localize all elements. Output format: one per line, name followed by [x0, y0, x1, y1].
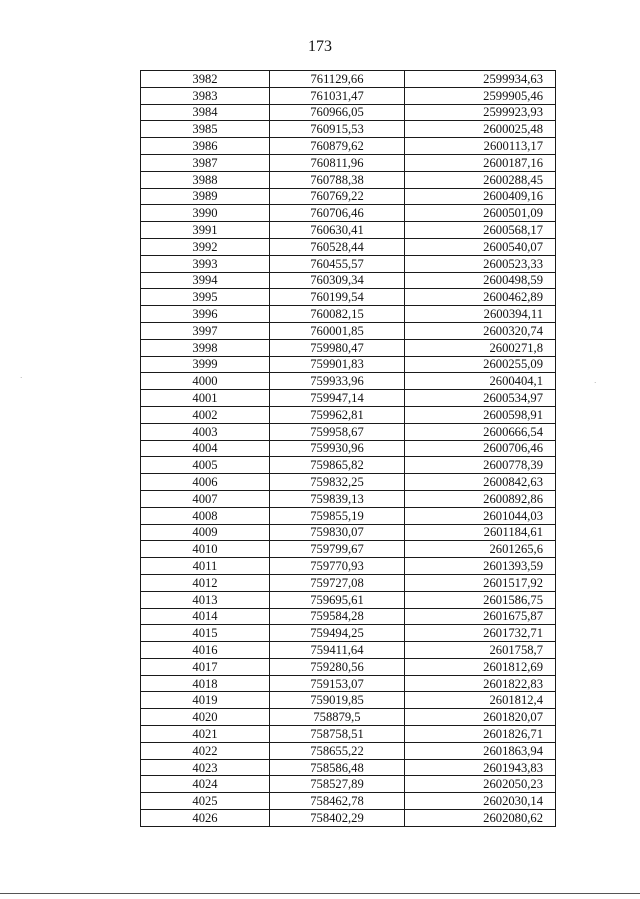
- x-coordinate-cell: 760879,62: [270, 138, 405, 155]
- table-row: [141, 390, 556, 407]
- y-coordinate-cell: 2600498,59: [405, 272, 556, 289]
- point-number-cell: 4002: [141, 406, 270, 423]
- point-number-cell: 3983: [141, 87, 270, 104]
- x-coordinate-cell: 759019,85: [270, 692, 405, 709]
- table-row: [141, 188, 556, 205]
- y-coordinate-cell: 2601863,94: [405, 742, 556, 759]
- x-coordinate-cell: 759933,96: [270, 373, 405, 390]
- point-number-cell: 4023: [141, 759, 270, 776]
- point-number-cell: 3995: [141, 289, 270, 306]
- table-row: [141, 71, 556, 88]
- y-coordinate-cell: 2600462,89: [405, 289, 556, 306]
- y-coordinate-cell: 2601820,07: [405, 709, 556, 726]
- x-coordinate-cell: 759153,07: [270, 675, 405, 692]
- y-coordinate-cell: 2600409,16: [405, 188, 556, 205]
- x-coordinate-cell: 760630,41: [270, 222, 405, 239]
- point-number-cell: 4019: [141, 692, 270, 709]
- x-coordinate-cell: 760528,44: [270, 238, 405, 255]
- x-coordinate-cell: 758462,78: [270, 793, 405, 810]
- point-number-cell: 3982: [141, 71, 270, 88]
- y-coordinate-cell: 2601393,59: [405, 558, 556, 575]
- y-coordinate-cell: 2600394,11: [405, 306, 556, 323]
- table-row: [141, 373, 556, 390]
- x-coordinate-cell: 758758,51: [270, 726, 405, 743]
- y-coordinate-cell: 2600187,16: [405, 154, 556, 171]
- y-coordinate-cell: 2600540,07: [405, 238, 556, 255]
- point-number-cell: 4005: [141, 457, 270, 474]
- x-coordinate-cell: 758527,89: [270, 776, 405, 793]
- y-coordinate-cell: 2600523,33: [405, 255, 556, 272]
- table-row: [141, 154, 556, 171]
- table-row: [141, 306, 556, 323]
- table-row: [141, 793, 556, 810]
- x-coordinate-cell: 760455,57: [270, 255, 405, 272]
- table-row: [141, 171, 556, 188]
- table-row: [141, 776, 556, 793]
- y-coordinate-cell: 2600666,54: [405, 423, 556, 440]
- table-row: [141, 474, 556, 491]
- x-coordinate-cell: 759695,61: [270, 591, 405, 608]
- x-coordinate-cell: 758655,22: [270, 742, 405, 759]
- point-number-cell: 3986: [141, 138, 270, 155]
- x-coordinate-cell: 760966,05: [270, 104, 405, 121]
- x-coordinate-cell: 760082,15: [270, 306, 405, 323]
- x-coordinate-cell: 760811,96: [270, 154, 405, 171]
- point-number-cell: 3992: [141, 238, 270, 255]
- y-coordinate-cell: 2601517,92: [405, 574, 556, 591]
- x-coordinate-cell: 759411,64: [270, 642, 405, 659]
- point-number-cell: 3994: [141, 272, 270, 289]
- point-number-cell: 4014: [141, 608, 270, 625]
- point-number-cell: 3991: [141, 222, 270, 239]
- table-row: [141, 709, 556, 726]
- y-coordinate-cell: 2601822,83: [405, 675, 556, 692]
- coordinates-table-body: [141, 71, 556, 827]
- point-number-cell: 4010: [141, 541, 270, 558]
- y-coordinate-cell: 2599923,93: [405, 104, 556, 121]
- point-number-cell: 4006: [141, 474, 270, 491]
- table-row: [141, 675, 556, 692]
- point-number-cell: 4004: [141, 440, 270, 457]
- point-number-cell: 4017: [141, 658, 270, 675]
- table-row: [141, 322, 556, 339]
- table-row: [141, 591, 556, 608]
- y-coordinate-cell: 2602080,62: [405, 810, 556, 827]
- x-coordinate-cell: 760915,53: [270, 121, 405, 138]
- table-row: [141, 121, 556, 138]
- table-row: [141, 574, 556, 591]
- x-coordinate-cell: 760001,85: [270, 322, 405, 339]
- x-coordinate-cell: 760706,46: [270, 205, 405, 222]
- table-row: [141, 524, 556, 541]
- y-coordinate-cell: 2601812,69: [405, 658, 556, 675]
- table-row: [141, 759, 556, 776]
- x-coordinate-cell: 759962,81: [270, 406, 405, 423]
- y-coordinate-cell: 2601586,75: [405, 591, 556, 608]
- x-coordinate-cell: 761031,47: [270, 87, 405, 104]
- point-number-cell: 4013: [141, 591, 270, 608]
- point-number-cell: 4001: [141, 390, 270, 407]
- table-row: [141, 205, 556, 222]
- point-number-cell: 3985: [141, 121, 270, 138]
- table-row: [141, 406, 556, 423]
- scan-edge-line: [0, 893, 640, 894]
- coordinates-table: [140, 70, 556, 827]
- x-coordinate-cell: 759958,67: [270, 423, 405, 440]
- point-number-cell: 4008: [141, 507, 270, 524]
- x-coordinate-cell: 759494,25: [270, 625, 405, 642]
- y-coordinate-cell: 2600598,91: [405, 406, 556, 423]
- point-number-cell: 3984: [141, 104, 270, 121]
- point-number-cell: 4022: [141, 742, 270, 759]
- y-coordinate-cell: 2600271,8: [405, 339, 556, 356]
- point-number-cell: 4024: [141, 776, 270, 793]
- y-coordinate-cell: 2601758,7: [405, 642, 556, 659]
- x-coordinate-cell: 760788,38: [270, 171, 405, 188]
- y-coordinate-cell: 2601184,61: [405, 524, 556, 541]
- y-coordinate-cell: 2600568,17: [405, 222, 556, 239]
- x-coordinate-cell: 759855,19: [270, 507, 405, 524]
- table-row: [141, 222, 556, 239]
- table-row: [141, 104, 556, 121]
- point-number-cell: 4018: [141, 675, 270, 692]
- y-coordinate-cell: 2600288,45: [405, 171, 556, 188]
- x-coordinate-cell: 759799,67: [270, 541, 405, 558]
- x-coordinate-cell: 758402,29: [270, 810, 405, 827]
- point-number-cell: 3999: [141, 356, 270, 373]
- table-row: [141, 423, 556, 440]
- x-coordinate-cell: 758586,48: [270, 759, 405, 776]
- x-coordinate-cell: 759947,14: [270, 390, 405, 407]
- x-coordinate-cell: 759727,08: [270, 574, 405, 591]
- point-number-cell: 3997: [141, 322, 270, 339]
- table-row: [141, 490, 556, 507]
- table-row: [141, 457, 556, 474]
- point-number-cell: 3987: [141, 154, 270, 171]
- table-row: [141, 558, 556, 575]
- x-coordinate-cell: 759865,82: [270, 457, 405, 474]
- table-row: [141, 339, 556, 356]
- page-number: 173: [308, 38, 332, 55]
- table-row: [141, 608, 556, 625]
- y-coordinate-cell: 2601265,6: [405, 541, 556, 558]
- x-coordinate-cell: 759770,93: [270, 558, 405, 575]
- table-row: [141, 541, 556, 558]
- table-row: [141, 625, 556, 642]
- point-number-cell: 3996: [141, 306, 270, 323]
- scan-speck: ·: [594, 379, 597, 387]
- x-coordinate-cell: 759901,83: [270, 356, 405, 373]
- x-coordinate-cell: 761129,66: [270, 71, 405, 88]
- y-coordinate-cell: 2600892,86: [405, 490, 556, 507]
- table-row: [141, 726, 556, 743]
- y-coordinate-cell: 2601812,4: [405, 692, 556, 709]
- y-coordinate-cell: 2600501,09: [405, 205, 556, 222]
- table-row: [141, 440, 556, 457]
- y-coordinate-cell: 2600404,1: [405, 373, 556, 390]
- table-row: [141, 642, 556, 659]
- x-coordinate-cell: 759832,25: [270, 474, 405, 491]
- table-row: [141, 810, 556, 827]
- table-row: [141, 742, 556, 759]
- point-number-cell: 3988: [141, 171, 270, 188]
- y-coordinate-cell: 2601826,71: [405, 726, 556, 743]
- y-coordinate-cell: 2601943,83: [405, 759, 556, 776]
- point-number-cell: 3998: [141, 339, 270, 356]
- point-number-cell: 4007: [141, 490, 270, 507]
- table-row: [141, 289, 556, 306]
- x-coordinate-cell: 760199,54: [270, 289, 405, 306]
- y-coordinate-cell: 2602050,23: [405, 776, 556, 793]
- x-coordinate-cell: 759830,07: [270, 524, 405, 541]
- x-coordinate-cell: 759280,56: [270, 658, 405, 675]
- x-coordinate-cell: 759584,28: [270, 608, 405, 625]
- y-coordinate-cell: 2601675,87: [405, 608, 556, 625]
- table-row: [141, 87, 556, 104]
- point-number-cell: 3989: [141, 188, 270, 205]
- point-number-cell: 4012: [141, 574, 270, 591]
- y-coordinate-cell: 2600320,74: [405, 322, 556, 339]
- y-coordinate-cell: 2600534,97: [405, 390, 556, 407]
- table-row: [141, 507, 556, 524]
- table-row: [141, 356, 556, 373]
- point-number-cell: 4025: [141, 793, 270, 810]
- y-coordinate-cell: 2600778,39: [405, 457, 556, 474]
- point-number-cell: 4000: [141, 373, 270, 390]
- table-row: [141, 658, 556, 675]
- y-coordinate-cell: 2600113,17: [405, 138, 556, 155]
- table-row: [141, 238, 556, 255]
- point-number-cell: 4016: [141, 642, 270, 659]
- table-row: [141, 272, 556, 289]
- x-coordinate-cell: 760769,22: [270, 188, 405, 205]
- x-coordinate-cell: 760309,34: [270, 272, 405, 289]
- y-coordinate-cell: 2600025,48: [405, 121, 556, 138]
- point-number-cell: 4015: [141, 625, 270, 642]
- y-coordinate-cell: 2600255,09: [405, 356, 556, 373]
- x-coordinate-cell: 759930,96: [270, 440, 405, 457]
- y-coordinate-cell: 2601732,71: [405, 625, 556, 642]
- y-coordinate-cell: 2600706,46: [405, 440, 556, 457]
- table-row: [141, 138, 556, 155]
- point-number-cell: 4020: [141, 709, 270, 726]
- scan-speck: ·: [20, 374, 23, 382]
- x-coordinate-cell: 758879,5: [270, 709, 405, 726]
- point-number-cell: 3993: [141, 255, 270, 272]
- point-number-cell: 4011: [141, 558, 270, 575]
- point-number-cell: 3990: [141, 205, 270, 222]
- x-coordinate-cell: 759839,13: [270, 490, 405, 507]
- y-coordinate-cell: 2601044,03: [405, 507, 556, 524]
- y-coordinate-cell: 2602030,14: [405, 793, 556, 810]
- table-row: [141, 692, 556, 709]
- point-number-cell: 4003: [141, 423, 270, 440]
- point-number-cell: 4026: [141, 810, 270, 827]
- y-coordinate-cell: 2599934,63: [405, 71, 556, 88]
- point-number-cell: 4009: [141, 524, 270, 541]
- y-coordinate-cell: 2599905,46: [405, 87, 556, 104]
- x-coordinate-cell: 759980,47: [270, 339, 405, 356]
- y-coordinate-cell: 2600842,63: [405, 474, 556, 491]
- point-number-cell: 4021: [141, 726, 270, 743]
- table-row: [141, 255, 556, 272]
